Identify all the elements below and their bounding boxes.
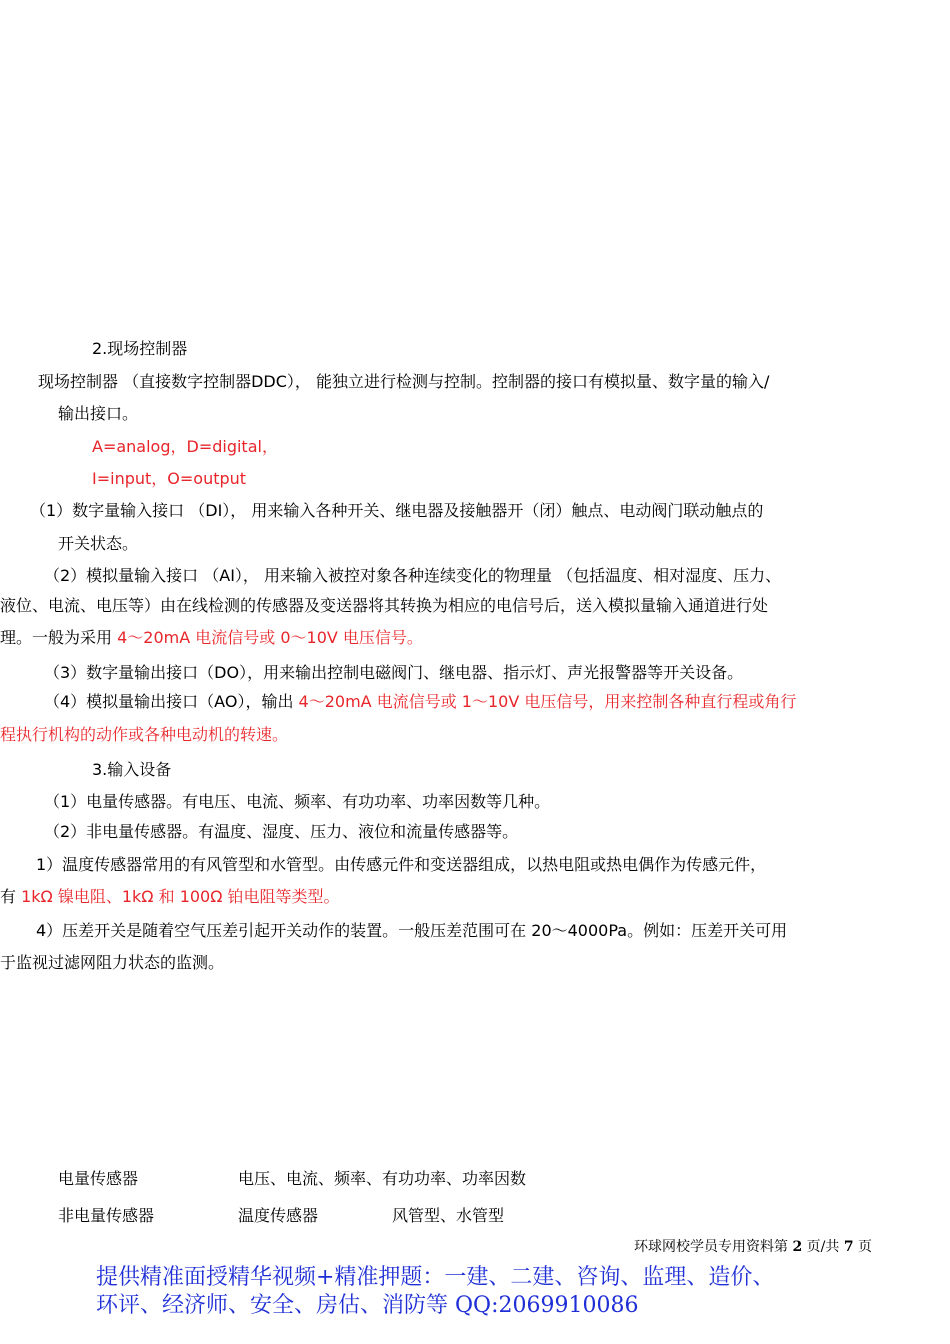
footer-suffix: 页 xyxy=(853,1239,873,1255)
ao-signal-highlight: 4～20mA 电流信号或 1～10V 电压信号，用来控制各种直行程或角行 xyxy=(298,692,797,711)
heading-field-controller: 2.现场控制器 xyxy=(92,339,188,358)
summary-row-2-values: 风管型、水管型 xyxy=(392,1206,505,1225)
page-footer xyxy=(634,1238,872,1256)
summary-row-2-label: 非电量传感器 xyxy=(58,1206,155,1225)
paragraph-electric-sensor: （1）电量传感器。有电压、电流、频率、有功功率、功率因数等几种。 xyxy=(44,792,551,811)
footer-prefix: 环球网校学员专用资料第 xyxy=(634,1239,793,1255)
paragraph-ai-line-3 xyxy=(0,627,423,649)
ai-line-3-text: 理。一般为采用 xyxy=(0,628,118,647)
definition-input-output: I=input，O=output xyxy=(92,469,247,488)
summary-row-2-type: 温度传感器 xyxy=(238,1206,319,1225)
paragraph-controller-line-2: 输出接口。 xyxy=(58,404,139,423)
summary-row-1-values: 电压、电流、频率、有功功率、功率因数 xyxy=(238,1169,527,1188)
summary-row-1-label: 电量传感器 xyxy=(58,1169,139,1188)
paragraph-pressure-line-1: 4）压差开关是随着空气压差引起开关动作的装置。一般压差范围可在 20～4000Pa。例如：压差开关可用 xyxy=(36,921,788,940)
paragraph-temp-line-2 xyxy=(0,886,340,908)
paragraph-controller-line-1: 现场控制器 （直接数字控制器DDC）， 能独立进行检测与控制。控制器的接口有模拟量、数字量的输入/ xyxy=(38,372,770,391)
promo-line-2: 环评、经济师、安全、房估、消防等 QQ:2069910086 xyxy=(96,1293,639,1318)
paragraph-ao-line-1 xyxy=(44,691,796,713)
paragraph-di-line-1: （1）数字量输入接口 （DI）， 用来输入各种开关、继电器及接触器开（闭）触点、电动阀门联动触点的 xyxy=(30,501,764,520)
paragraph-temp-line-1: 1）温度传感器常用的有风管型和水管型。由传感元件和变送器组成，以热电阻或热电偶作为传感元件， xyxy=(36,855,767,874)
paragraph-ai-line-2: 液位、电流、电压等）由在线检测的传感器及变送器将其转换为相应的电信号后，送入模拟量输入通道进行处 xyxy=(0,596,769,615)
paragraph-pressure-line-2: 于监视过滤网阻力状态的监测。 xyxy=(0,953,225,972)
heading-input-devices: 3.输入设备 xyxy=(92,760,172,779)
temp-line-2-text: 有 xyxy=(0,887,22,906)
paragraph-non-electric-sensor: （2）非电量传感器。有温度、湿度、压力、液位和流量传感器等。 xyxy=(44,822,519,841)
promo-line-1: 提供精准面授精华视频+精准押题：一建、二建、咨询、监理、造价、 xyxy=(96,1265,775,1290)
footer-middle: 页/共 xyxy=(802,1239,844,1255)
footer-page-number: 2 xyxy=(792,1239,803,1255)
temp-resistor-highlight: 1kΩ 镍电阻、1kΩ 和 100Ω 铂电阻等类型。 xyxy=(21,887,340,906)
paragraph-di-line-2: 开关状态。 xyxy=(58,534,139,553)
footer-total-pages: 7 xyxy=(843,1239,854,1255)
ai-signal-highlight: 4～20mA 电流信号或 0～10V 电压信号。 xyxy=(117,628,423,647)
definition-analog-digital: A=analog，D=digital， xyxy=(92,437,278,456)
ao-line-1-text: （4）模拟量输出接口（AO），输出 xyxy=(44,692,299,711)
paragraph-ai-line-1: （2）模拟量输入接口 （AI）， 用来输入被控对象各种连续变化的物理量 （包括温度、相对湿度、压力、 xyxy=(44,566,782,585)
paragraph-ao-line-2: 程执行机构的动作或各种电动机的转速。 xyxy=(0,725,289,744)
paragraph-do: （3）数字量输出接口（DO），用来输出控制电磁阀门、继电器、指示灯、声光报警器等开关设备。 xyxy=(44,663,744,682)
